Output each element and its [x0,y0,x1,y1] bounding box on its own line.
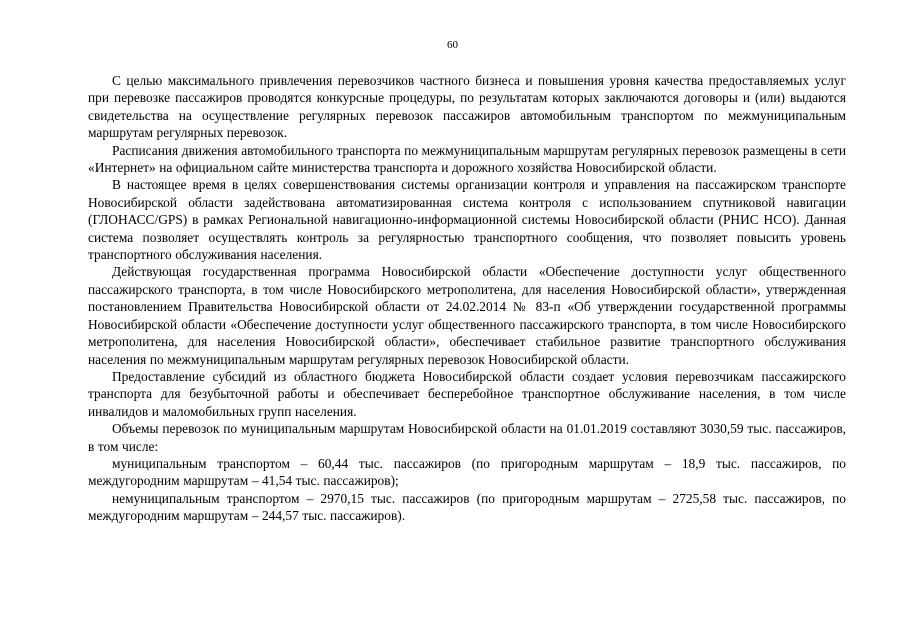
paragraph-subsidies: Предоставление субсидий из областного бюджета Новосибирской области создает условия перевозчикам пассажирского транспорта для безубыточной работы и обеспечивает бесперебойное транспортное обслуживание населения, в том числе инвалидов и маломобильных групп населения. [88,368,846,419]
page-number: 60 [447,39,458,51]
paragraph-carrier-competition: С целью максимального привлечения перевозчиков частного бизнеса и повышения уровня качества предоставляемых услуг при перевозке пассажиров проводятся конкурсные процедуры, по результатам которых заключаются договоры и (или) выдаются свидетельства на осуществление регулярных перевозок пассажиров автомобильным транспортом по межмуниципальным маршрутам регулярных перевозок. [88,73,846,141]
paragraph-transport-volumes: Объемы перевозок по муниципальным маршрутам Новосибирской области на 01.01.2019 составляют 3030,59 тыс. пассажиров, в том числе: [88,421,846,454]
paragraph-non-municipal-transport: немуниципальным транспортом – 2970,15 тыс. пассажиров (по пригородным маршрутам – 2725,58 тыс. пассажиров, по междугородним маршрутам – 244,57 тыс. пассажиров). [88,490,846,524]
paragraph-municipal-transport: муниципальным транспортом – 60,44 тыс. пассажиров (по пригородным маршрутам – 18,9 тыс. пассажиров, по междугородним маршрутам – 41,54 тыс. пассажиров); [88,455,846,489]
paragraph-glonass-control: В настоящее время в целях совершенствования системы организации контроля и управления на пассажирском транспорте Новосибирской области задействована автоматизированная система контроля с использованием спутниковой навигации (ГЛОНАСС/GPS) в рамках Региональной навигационно-информационной системы Новосибирской области (РНИС НСО). Данная система позволяет осуществлять контроль за регулярностью транспортного сообщения, что позволяет повысить уровень транспортного обслуживания населения. [88,177,846,263]
paragraph-state-program: Действующая государственная программа Новосибирской области «Обеспечение доступности услуг общественного пассажирского транспорта, в том числе Новосибирского метрополитена, для населения Новосибирской области», утвержденная постановлением Правительства Новосибирской области от 24.02.2014 № 83-п «Об утверждении государственной программы Новосибирской области «Обеспечение доступности услуг общественного пассажирского транспорта, в том числе Новосибирского метрополитена, для населения Новосибирской области», обеспечивает стабильное развитие транспортного обслуживания населения по межмуниципальным маршрутам регулярных перевозок Новосибирской области. [88,264,846,367]
paragraph-schedules: Расписания движения автомобильного транспорта по межмуниципальным маршрутам регулярных перевозок размещены в сети «Интернет» на официальном сайте министерства транспорта и дорожного хозяйства Новосибирской области. [88,142,846,176]
document-body [88,72,846,525]
